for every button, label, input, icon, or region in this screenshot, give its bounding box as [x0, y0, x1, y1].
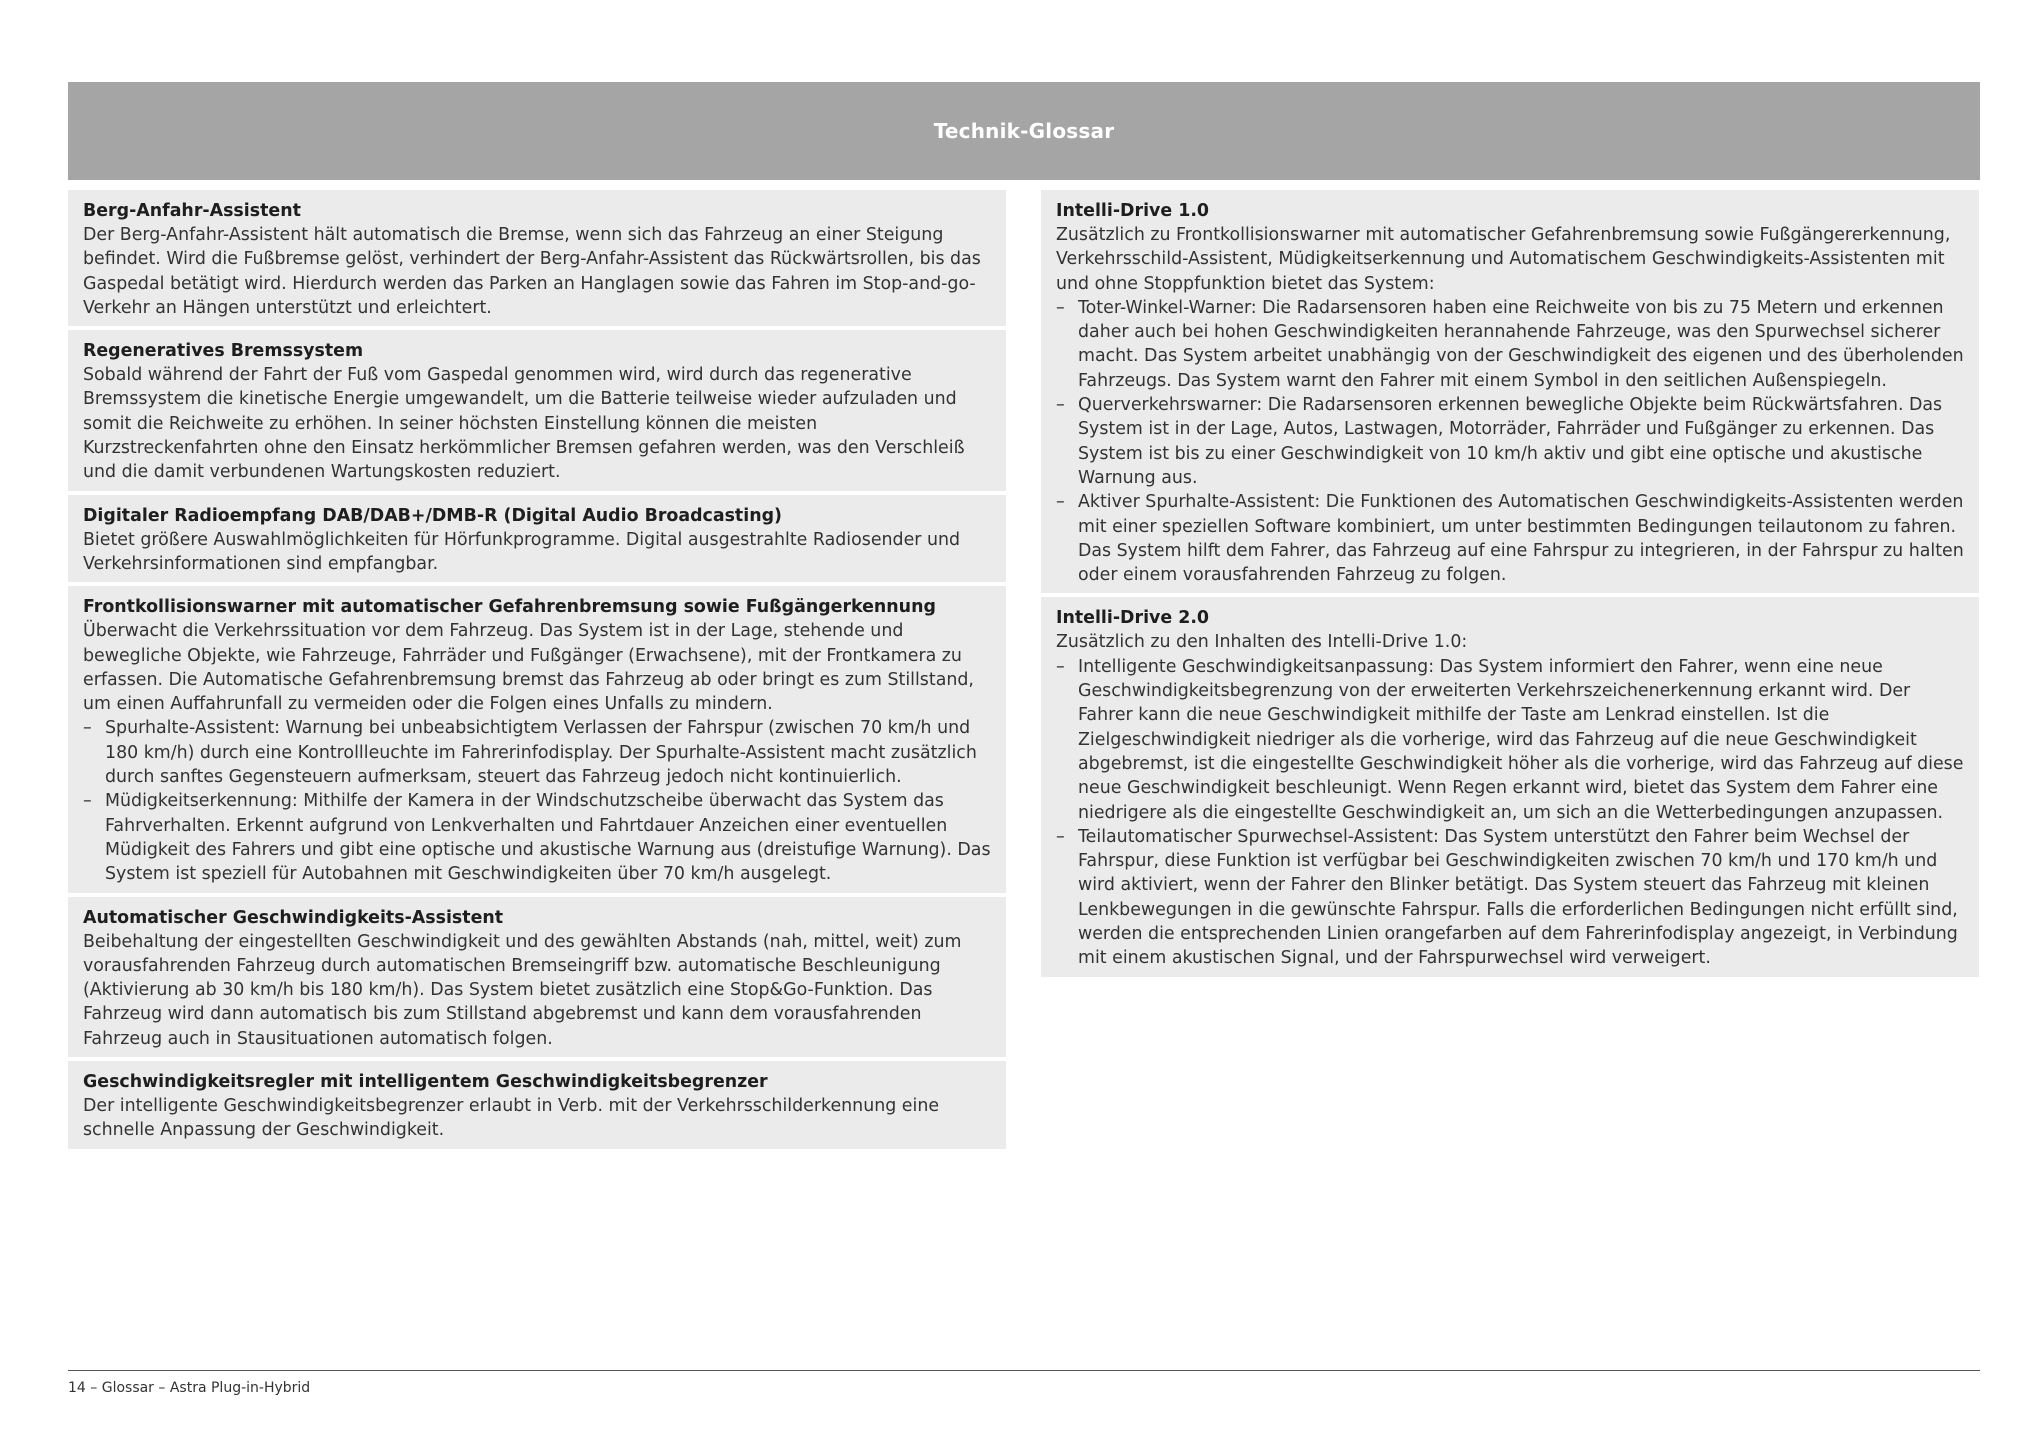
bullet-item: – Querverkehrswarner: Die Radarsensoren erkennen bewegliche Objekte beim Rückwärtsfahren. Das System ist in der Lage, Autos, Lastwagen, Motorräder, Fahrräder und Fußgänger zu erkennen. Das System ist bis zu einer Geschwindigkeit von 10 km/h aktiv und gibt eine optische und akustische Warnung aus.	[1056, 393, 1965, 490]
glossary-entry	[1041, 597, 1979, 976]
right-column	[1041, 190, 1979, 981]
glossary-entry	[1041, 190, 1979, 593]
bullet-list	[1056, 655, 1965, 971]
glossary-entry	[68, 190, 1006, 326]
bullet-list	[83, 716, 992, 886]
glossary-entry-text: Zusätzlich zu den Inhalten des Intelli-Drive 1.0:	[1056, 632, 1468, 653]
glossary-entry-title: Automatischer Geschwindigkeits-Assistent	[83, 907, 504, 928]
glossary-entry-text: Der Berg-Anfahr-Assistent hält automatisch die Bremse, wenn sich das Fahrzeug an einer Steigung befindet. Wird die Fußbremse gelöst, verhindert der Berg-Anfahr-Assistent das Rückwärtsrollen, bis das Gaspedal betätigt wird. Hierdurch werden das Parken an Hanglagen sowie das Fahren im Stop-and-go-Verkehr an Hängen unterstützt und erleichtert.	[83, 225, 981, 318]
page-header	[68, 82, 1980, 180]
bullet-item: – Intelligente Geschwindigkeitsanpassung: Das System informiert den Fahrer, wenn eine neue Geschwindigkeitsbegrenzung von der erweiterten Verkehrszeichenerkennung erkannt wird. Der Fahrer kann die neue Geschwindigkeit mithilfe der Taste am Lenkrad einstellen. Ist die Zielgeschwindigkeit niedriger als die vorherige, wird das Fahrzeug auf die neue Geschwindigkeit abgebremst, ist die eingestellte Geschwindigkeit höher als die vorherige, wird das Fahrzeug auf diese neue Geschwindigkeit beschleunigt. Wenn Regen erkannt wird, bietet das System dem Fahrer eine niedrigere als die eingestellte Geschwindigkeit an, um sich an die Wetterbedingungen anzupassen.	[1056, 655, 1965, 825]
bullet-list	[1056, 296, 1965, 588]
left-column	[68, 190, 1006, 1153]
glossary-entry-title: Frontkollisionswarner mit automatischer Gefahrenbremsung sowie Fußgängerkennung	[83, 597, 936, 618]
glossary-entry-text: Überwacht die Verkehrssituation vor dem Fahrzeug. Das System ist in der Lage, stehende und bewegliche Objekte, wie Fahrzeuge, Fahrräder und Fußgänger (Erwachsene), mit der Frontkamera zu erfassen. Die Automatische Gefahrenbremsung bremst das Fahrzeug ab oder bringt es zum Stillstand, um einen Auffahrunfall zu vermeiden oder die Folgen eines Unfalls zu mindern.	[83, 621, 974, 715]
glossary-entry	[68, 495, 1006, 583]
glossary-entry-text: Sobald während der Fahrt der Fuß vom Gaspedal genommen wird, wird durch das regenerative Bremssystem die kinetische Energie umgewandelt, um die Batterie teilweise wieder aufzuladen und somit die Reichweite zu erhöhen. In seiner höchsten Einstellung können die meisten Kurzstreckenfahrten ohne den Einsatz herkömmlicher Bremsen gefahren werden, was den Verschleiß und die damit verbundenen Wartungskosten reduziert.	[83, 365, 965, 483]
glossary-entry-title: Intelli-Drive 2.0	[1056, 608, 1210, 629]
glossary-entry-text: Bietet größere Auswahlmöglichkeiten für Hörfunkprogramme. Digital ausgestrahlte Radiosender und Verkehrsinformationen sind empfangbar.	[83, 529, 961, 574]
glossary-entry-title: Digitaler Radioempfang DAB/DAB+/DMB-R (Digital Audio Broadcasting)	[83, 505, 782, 526]
glossary-entry	[68, 586, 1006, 892]
glossary-entry-title: Regeneratives Bremssystem	[83, 341, 364, 362]
glossary-entry-text: Der intelligente Geschwindigkeitsbegrenzer erlaubt in Verb. mit der Verkehrsschilderkennung eine schnelle Anpassung der Geschwindigkeit.	[83, 1096, 940, 1141]
glossary-entry	[68, 1061, 1006, 1149]
glossary-entry-title: Intelli-Drive 1.0	[1056, 201, 1210, 221]
glossary-entry	[68, 897, 1006, 1057]
glossary-entry	[68, 330, 1006, 490]
glossary-entry-text: Beibehaltung der eingestellten Geschwindigkeit und des gewählten Abstands (nah, mittel, weit) zum vorausfahrenden Fahrzeug durch automatischen Bremseingriff bzw. automatische Beschleunigung (Aktivierung ab 30 km/h bis 180 km/h). Das System bietet zusätzlich eine Stop&Go-Funktion. Das Fahrzeug wird dann automatisch bis zum Stillstand abgebremst und kann dem vorausfahrenden Fahrzeug auch in Stausituationen automatisch folgen.	[83, 931, 962, 1049]
footer-text: 14 – Glossar – Astra Plug-in-Hybrid	[68, 1380, 311, 1396]
glossary-entry-text: Zusätzlich zu Frontkollisionswarner mit automatischer Gefahrenbremsung sowie Fußgängererkennung, Verkehrsschild-Assistent, Müdigkeitserkennung und Automatischem Geschwindigkeits-Assistenten mit und ohne Stoppfunktion bietet das System:	[1056, 225, 1951, 294]
bullet-item: – Aktiver Spurhalte-Assistent: Die Funktionen des Automatischen Geschwindigkeits-Assistenten werden mit einer speziellen Software kombiniert, um unter bestimmten Bedingungen teilautonom zu fahren. Das System hilft dem Fahrer, das Fahrzeug auf eine Fahrspur zu integrieren, in der Fahrspur zu halten oder einem vorausfahrenden Fahrzeug zu folgen.	[1056, 490, 1965, 587]
footer-divider	[68, 1370, 1980, 1371]
glossary-entry-title: Berg-Anfahr-Assistent	[83, 201, 301, 221]
bullet-item: – Teilautomatischer Spurwechsel-Assistent: Das System unterstützt den Fahrer beim Wechsel der Fahrspur, diese Funktion ist verfügbar bei Geschwindigkeiten zwischen 70 km/h und 170 km/h und wird aktiviert, wenn der Fahrer den Blinker betätigt. Das System steuert das Fahrzeug mit kleinen Lenkbewegungen in die gewünschte Fahrspur. Falls die erforderlichen Bedingungen nicht erfüllt sind, werden die entsprechenden Linien orangefarben auf dem Fahrerinfodisplay angezeigt, in Verbindung mit einem akustischen Signal, und der Fahrspurwechsel wird verweigert.	[1056, 825, 1965, 971]
glossary-entry-title: Geschwindigkeitsregler mit intelligentem Geschwindigkeitsbegrenzer	[83, 1072, 768, 1093]
page-title: Technik-Glossar	[933, 119, 1115, 143]
bullet-item: – Toter-Winkel-Warner: Die Radarsensoren haben eine Reichweite von bis zu 75 Metern und erkennen daher auch bei hohen Geschwindigkeiten herannahende Fahrzeuge, was den Spurwechsel sicherer macht. Das System arbeitet unabhängig von der Geschwindigkeit des eigenen und des überholenden Fahrzeugs. Das System warnt den Fahrer mit einem Symbol in den seitlichen Außenspiegeln.	[1056, 296, 1965, 393]
bullet-item: – Müdigkeitserkennung: Mithilfe der Kamera in der Windschutzscheibe überwacht das System das Fahrverhalten. Erkennt aufgrund von Lenkverhalten und Fahrtdauer Anzeichen einer eventuellen Müdigkeit des Fahrers und gibt eine optische und akustische Warnung aus (dreistufige Warnung). Das System ist speziell für Autobahnen mit Geschwindigkeiten über 70 km/h ausgelegt.	[83, 789, 992, 886]
bullet-item: – Spurhalte-Assistent: Warnung bei unbeabsichtigtem Verlassen der Fahrspur (zwischen 70 km/h und 180 km/h) durch eine Kontrollleuchte im Fahrerinfodisplay. Der Spurhalte-Assistent macht zusätzlich durch sanftes Gegensteuern aufmerksam, steuert das Fahrzeug jedoch nicht kontinuierlich.	[83, 716, 992, 789]
